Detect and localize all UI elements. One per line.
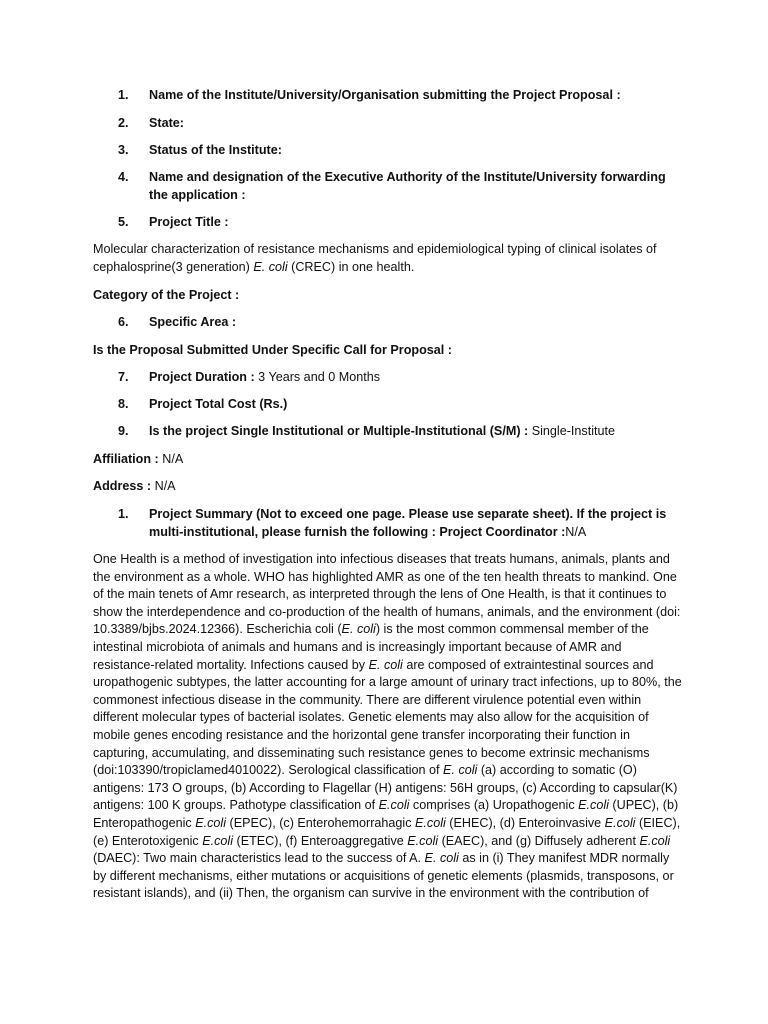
summary-species: E. coli [443, 763, 478, 778]
affiliation-line [93, 451, 683, 469]
title-part2: (CREC) in one health. [287, 259, 415, 274]
category-label: Category of the Project : [93, 288, 240, 302]
item-number: 9. [118, 424, 129, 438]
title-part1: Molecular characterization of resistance mechanisms and epidemiological typing of clinical isolates of cephalosprine(3 generation) [93, 242, 657, 274]
item-value: Single-Institute [528, 424, 616, 438]
summary-species: E.coli [578, 798, 609, 813]
title-ecoli: E. coli [253, 259, 288, 274]
item-number: 1. [118, 507, 129, 521]
item-number: 6. [118, 315, 129, 329]
affiliation-label: Affiliation : [93, 452, 159, 466]
summary-text: (UPEC), (b) Enteropathogenic [93, 798, 679, 830]
summary-text: (DAEC): Two main characteristics lead to the success of A. [93, 851, 425, 866]
summary-species: E.coli [202, 833, 233, 848]
item-label: Project Total Cost (Rs.) [149, 397, 288, 411]
item-value: 3 Years and 0 Months [254, 370, 380, 384]
list-item-institute-name [118, 87, 678, 105]
summary-species: E.coli [639, 833, 671, 848]
list-item-executive-authority [118, 169, 678, 204]
summary-species: E.coli [195, 815, 227, 830]
item-label: Name and designation of the Executive Authority of the Institute/University forwarding the application : [149, 170, 666, 202]
item-label: Specific Area : [149, 315, 237, 329]
summary-species: E.coli [378, 798, 410, 813]
item-number: 8. [118, 397, 129, 411]
summary-species: E.coli [415, 815, 446, 830]
summary-species: E. coli [368, 657, 403, 672]
item-number: 7. [118, 370, 129, 384]
item-label: Is the project Single Institutional or Multiple-Institutional (S/M) : [149, 424, 529, 438]
specific-call-label: Is the Proposal Submitted Under Specific Call for Proposal : [93, 343, 452, 357]
item-number: 4. [118, 170, 129, 184]
item-label: Project Duration : [149, 370, 255, 384]
item-label: Name of the Institute/University/Organisation submitting the Project Proposal : [149, 88, 621, 102]
list-item-institute-status [118, 142, 678, 160]
list-item-state [118, 115, 678, 133]
address-value: N/A [151, 479, 176, 493]
list-item-specific-area [118, 314, 678, 332]
item-label: Status of the Institute: [149, 143, 282, 157]
summary-species: E. coli [424, 851, 459, 866]
address-label: Address : [93, 479, 152, 493]
address-line [93, 478, 683, 496]
summary-paragraph [93, 551, 683, 903]
summary-text: as in (i) They manifest MDR normally by different mechanisms, either mutations or acquisitions of genetic elements (plasmids, transposons, or resistant islands), and (ii) Then, the organism can survive in the environment with the contribution of [93, 851, 674, 901]
affiliation-value: N/A [158, 452, 184, 466]
item-number: 2. [118, 116, 129, 130]
summary-text: One Health is a method of investigation into infectious diseases that treats humans, animals, plants and the environment as a whole. WHO has highlighted AMR as one of the ten health threats to mankind. One of the main tenets of Amr research, as interpreted through the lens of One Health, is that it continues to show the interdependence and co-production of the health of humans, animals, and the environment (doi: 10.3389/bjbs.2024.12366). Escherichia coli ( [93, 552, 681, 637]
summary-text: (EHEC), (d) Enteroinvasive [445, 815, 605, 830]
item-label: Project Summary (Not to exceed one page. Please use separate sheet). If the project is multi-institutional, please furnish the following : Project Coordinator : [149, 507, 667, 539]
summary-text: comprises (a) Uropathogenic [409, 798, 579, 813]
summary-text: (ETEC), (f) Enteroaggregative [233, 833, 408, 848]
item-number: 1. [118, 88, 129, 102]
item-label: Project Title : [149, 215, 229, 229]
item-number: 3. [118, 143, 129, 157]
summary-text: (EAEC), and (g) Diffusely adherent [438, 833, 640, 848]
item-value: N/A [565, 524, 587, 539]
summary-text: (a) according to somatic (O) antigens: 173 O groups, (b) According to Flagellar (H) antigens: 56H groups, (c) According to capsular(K) antigens: 100 K groups. Pathotype classification of [93, 763, 678, 813]
summary-species: E.coli [407, 833, 439, 848]
list-item-single-multiple [118, 423, 678, 441]
summary-species: E.coli [604, 815, 636, 830]
summary-species: E. coli [341, 622, 376, 637]
list-item-total-cost [118, 396, 678, 414]
item-label: State: [149, 116, 184, 130]
summary-text: are composed of extraintestinal sources and uropathogenic subtypes, the latter accounting for a large amount of urinary tract infections, up to 80%, the commonest infectious disease in the community. There are different virulence potential even within different molecular types of bacterial isolates. Genetic elements may also allow for the acquisition of mobile genes encoding resistance and the horizontal gene transfer incorporating their function in capturing, accumulating, and disseminating such resistance genes to become extrinsic mechanisms (doi:103390/tropiclamed4010022). Serological classification of [93, 657, 682, 778]
item-number: 5. [118, 215, 129, 229]
summary-text: ) is the most common commensal member of the intestinal microbiota of animals and humans and is increasingly important because of AMR and resistance-related mortality. Infections caused by [93, 622, 649, 672]
list-item-project-summary [118, 506, 678, 541]
list-item-project-duration [118, 369, 678, 387]
project-title-text [93, 241, 683, 276]
summary-text: (EIEC), (e) Enterotoxigenic [93, 815, 681, 848]
summary-text: (EPEC), (c) Enterohemorrahagic [226, 815, 415, 830]
list-item-project-title [118, 214, 678, 232]
